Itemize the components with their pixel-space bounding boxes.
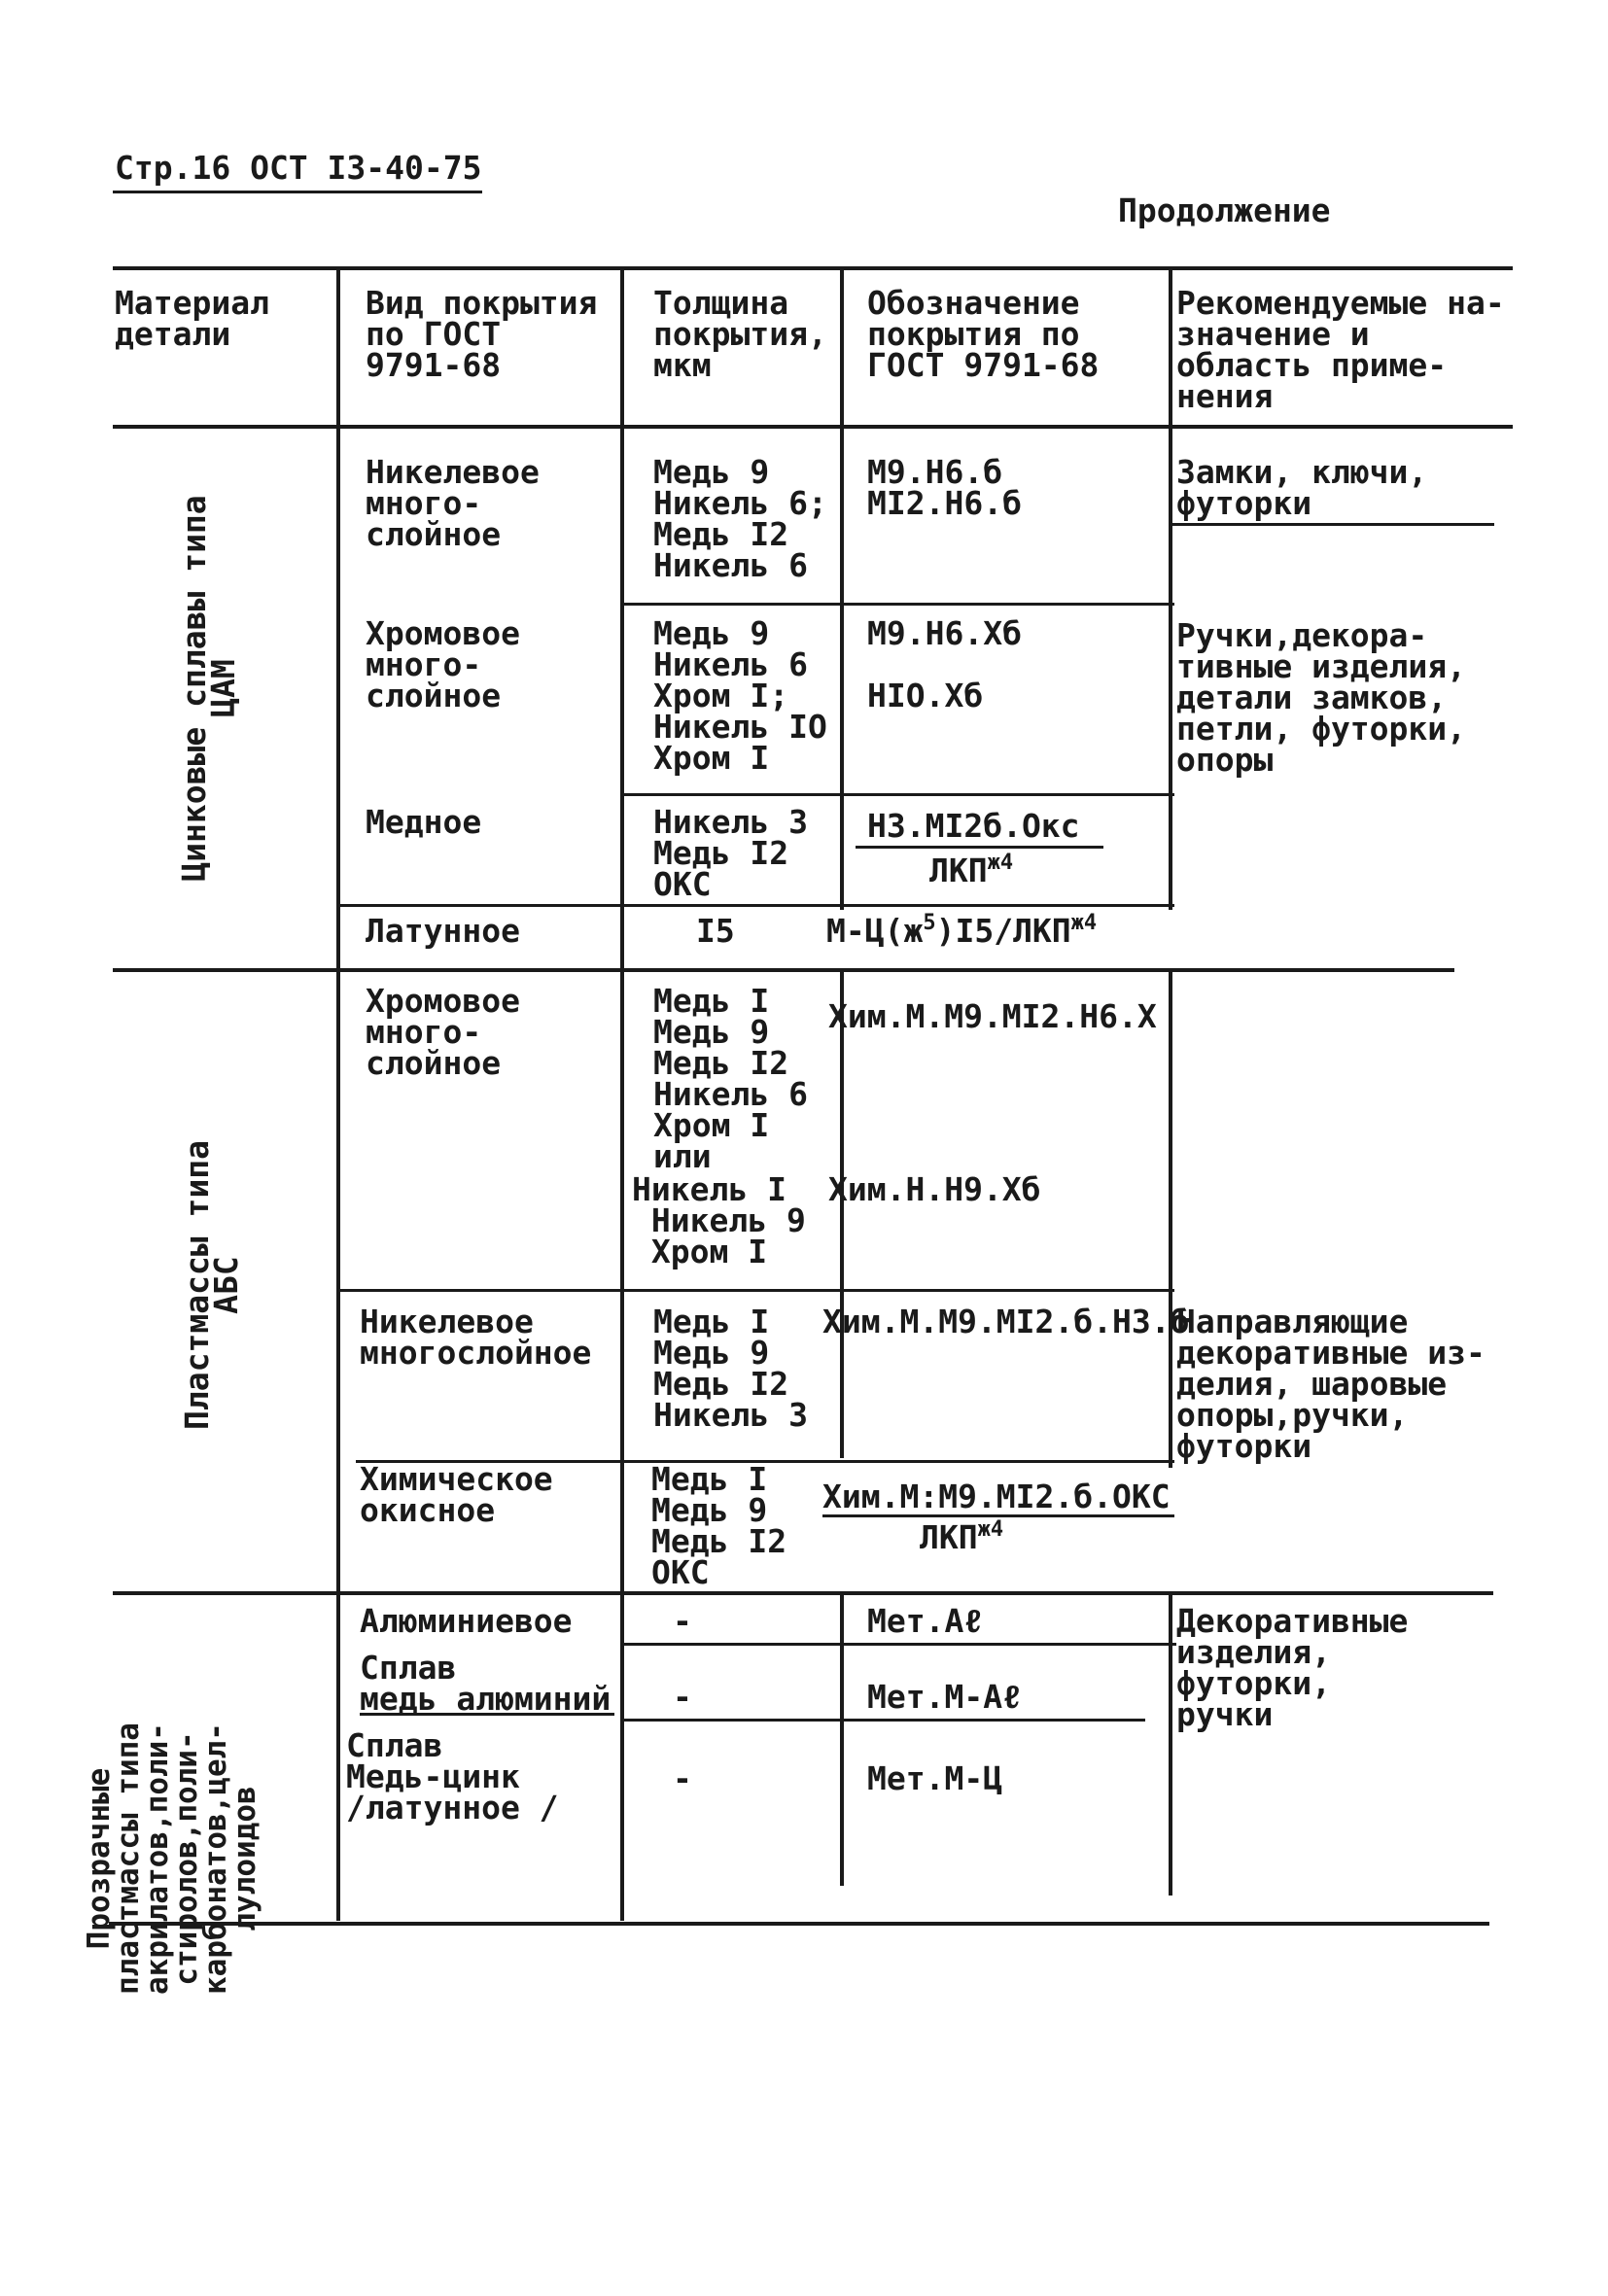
row-divider	[622, 1643, 1176, 1646]
coating-nickel-multilayer: Никелевое много- слойное	[366, 453, 540, 553]
column-header-coating: Вид покрытия по ГОСТ 9791-68	[366, 284, 598, 384]
thickness-cell: -	[673, 1678, 692, 1716]
row-divider	[336, 904, 1174, 907]
designation-cell: Мет.М-Аℓ	[867, 1678, 1022, 1716]
col-divider-2	[620, 268, 624, 1921]
col-divider-1	[336, 268, 340, 1921]
coating-chrome-multilayer: Хромовое много- слойное	[366, 982, 520, 1082]
application-cell: Декоративные изделия, футорки, ручки	[1176, 1602, 1409, 1733]
header-underline	[113, 191, 482, 193]
coating-chrome-multilayer: Хромовое много- слойное	[366, 614, 520, 714]
row-divider	[336, 1289, 1174, 1292]
col-divider-4c	[1169, 1594, 1172, 1896]
row-divider	[622, 1719, 1145, 1722]
coating-copper-zinc-alloy: Сплав Медь-цинк /латунное /	[346, 1726, 559, 1826]
coating-copper-aluminium-alloy: Сплав медь алюминий	[360, 1649, 612, 1718]
designation-numerator: Н3.МI2б.Окс	[867, 807, 1080, 845]
table-top-border	[113, 266, 1513, 270]
coating-nickel-multilayer: Никелевое многослойное	[360, 1303, 592, 1372]
thickness-cell: -	[673, 1602, 692, 1640]
column-header-designation: Обозначение покрытия по ГОСТ 9791-68	[867, 284, 1100, 384]
thickness-cell: -	[673, 1759, 692, 1797]
row-divider	[1169, 523, 1494, 526]
page-reference: Стр.16 ОСТ I3-40-75	[115, 149, 482, 187]
group2-bottom-border	[113, 1591, 1493, 1595]
thickness-cell: Медь I Медь 9 Медь I2 Никель 3	[653, 1303, 808, 1434]
thickness-cell: Медь 9 Никель 6; Медь I2 Никель 6	[653, 453, 827, 584]
group1-bottom-border	[113, 968, 1454, 972]
header-bottom-border	[113, 425, 1513, 429]
coating-copper: Медное	[366, 803, 482, 841]
designation-cell: Мет.М-Ц	[867, 1759, 1003, 1797]
fraction-bar	[856, 846, 1103, 849]
thickness-cell: Медь I Медь 9 Медь I2 Никель 6 Хром I или	[653, 982, 808, 1175]
row-divider	[620, 793, 1174, 796]
designation-numerator: Хим.М:М9.МI2.б.ОКС	[822, 1478, 1171, 1515]
thickness-cell: Никель 3 Медь I2 ОКС	[653, 803, 808, 903]
column-header-material: Материал детали	[115, 284, 269, 353]
designation-cell: Хим.М.М9.МI2.б.Н3.б	[822, 1303, 1190, 1340]
thickness-cell: Никель I Никель 9 Хром I	[632, 1170, 806, 1270]
group-material-zinc: Цинковые сплавы типа ЦАМ	[175, 495, 242, 882]
row-divider	[620, 603, 1174, 606]
designation-cell: Хим.М.М9.МI2.Н6.Х	[828, 997, 1157, 1035]
application-cell: Направляющие декоративные из- делия, шаровые опоры,ручки, футорки	[1176, 1303, 1486, 1465]
thickness-cell: Медь 9 Никель 6 Хром I; Никель IO Хром I	[653, 614, 827, 777]
col-divider-3	[840, 268, 844, 910]
coating-aluminium: Алюминиевое	[360, 1602, 573, 1640]
col-divider-3b	[840, 972, 844, 1458]
coating-underline	[360, 1713, 614, 1716]
coating-chemical-oxide: Химическое окисное	[360, 1460, 553, 1529]
thickness-cell: I5	[696, 912, 735, 950]
designation-denominator: $ЛКП^{ж4}$	[929, 851, 1014, 889]
designation-cell: М9.Н6.б МI2.Н6.б	[867, 453, 1022, 522]
application-cell: Ручки,декора- тивные изделия, детали замков, петли, футорки, опоры	[1176, 616, 1467, 779]
column-header-application: Рекомендуемые на- значение и область приме- нения	[1176, 284, 1505, 415]
designation-cell: Хим.Н.Н9.Хб	[828, 1170, 1041, 1208]
group-material-abs: Пластмассы типа АБС	[178, 1140, 245, 1431]
col-divider-3c	[840, 1594, 844, 1886]
column-header-thickness: Толщина покрытия, мкм	[653, 284, 827, 384]
group-material-transparent: Прозрачные пластмассы типа акрилатов,поли- стиролов,поли- карбонатов,цел- лулоидов	[82, 1722, 262, 1995]
col-divider-4b	[1169, 972, 1172, 1468]
coating-brass: Латунное	[366, 912, 520, 950]
designation-cell: М9.Н6.Хб НIО.Хб	[867, 614, 1022, 714]
thickness-cell: Медь I Медь 9 Медь I2 ОКС	[651, 1460, 787, 1591]
designation-cell: $М-Ц(ж^5)I5/ЛКП^{ж4}$	[826, 911, 1098, 950]
application-cell: Замки, ключи, футорки	[1176, 453, 1428, 522]
designation-denominator: $ЛКП^{ж4}$	[920, 1517, 1004, 1556]
table-bottom-border	[109, 1922, 1489, 1926]
col-divider-4	[1169, 268, 1172, 910]
designation-cell: Мет.Аℓ	[867, 1602, 984, 1640]
continuation-label: Продолжение	[1118, 191, 1331, 229]
